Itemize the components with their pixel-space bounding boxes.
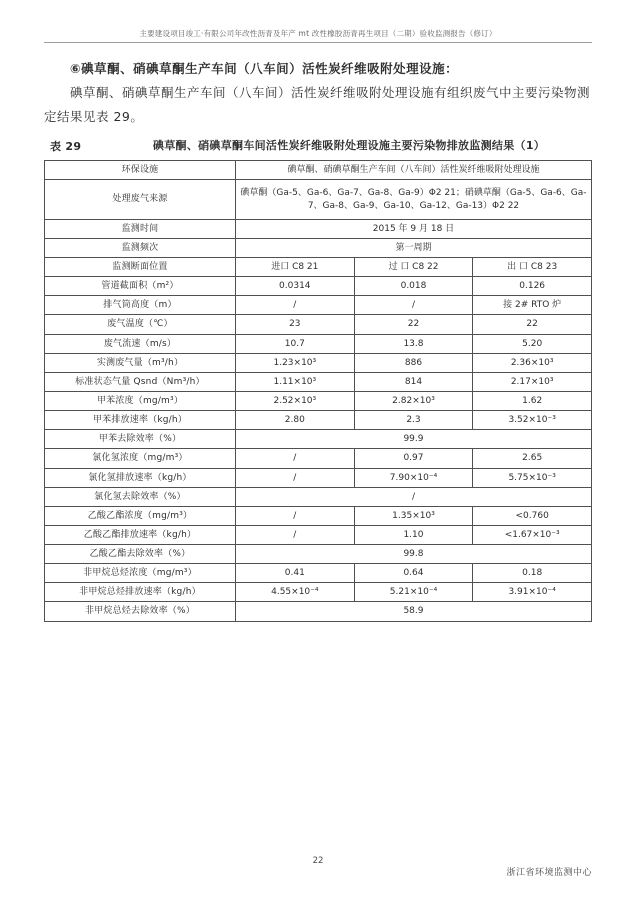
row-label: 氯化氢排放速率（kg/h） <box>45 468 236 487</box>
row-label: 甲苯去除效率（%） <box>45 430 236 449</box>
row-label: 监测时间 <box>45 219 236 238</box>
row-value: 99.8 <box>235 545 591 564</box>
table-row <box>45 257 592 276</box>
row-value: 0.126 <box>473 277 592 296</box>
row-label: 非甲烷总烃排放速率（kg/h） <box>45 583 236 602</box>
row-value: 13.8 <box>354 334 473 353</box>
row-value: 886 <box>354 353 473 372</box>
row-value: 第一周期 <box>235 238 591 257</box>
table-row <box>45 277 592 296</box>
table-row <box>45 372 592 391</box>
running-header: 主要建设项目竣工·有限公司年改性沥青及年产 mt 改性橡胶沥青再生项目（二期）验收监测报告（修订） <box>44 28 592 43</box>
row-value: 0.41 <box>235 564 354 583</box>
row-value: 接 2# RTO 炉 <box>473 296 592 315</box>
row-value: 22 <box>354 315 473 334</box>
row-value: 23 <box>235 315 354 334</box>
row-label: 甲苯浓度（mg/m³） <box>45 391 236 410</box>
table-row <box>45 315 592 334</box>
row-value: 99.9 <box>235 430 591 449</box>
row-label: 标准状态气量 Qsnd（Nm³/h） <box>45 372 236 391</box>
row-value: / <box>354 296 473 315</box>
row-label: 环保设施 <box>45 161 236 180</box>
row-value: 2.52×10³ <box>235 391 354 410</box>
table-row <box>45 564 592 583</box>
row-value: 2.82×10³ <box>354 391 473 410</box>
row-value: 58.9 <box>235 602 591 621</box>
row-value: 3.91×10⁻⁴ <box>473 583 592 602</box>
table-row <box>45 180 592 219</box>
row-value: / <box>235 525 354 544</box>
row-value: 10.7 <box>235 334 354 353</box>
table-row <box>45 219 592 238</box>
row-value: 4.55×10⁻⁴ <box>235 583 354 602</box>
row-value: 进口 C8 21 <box>235 257 354 276</box>
row-label: 监测断面位置 <box>45 257 236 276</box>
row-value: / <box>235 296 354 315</box>
row-value: 814 <box>354 372 473 391</box>
row-value: 2.17×10³ <box>473 372 592 391</box>
row-value: 2.80 <box>235 411 354 430</box>
row-value: 1.23×10³ <box>235 353 354 372</box>
row-label: 乙酸乙酯浓度（mg/m³） <box>45 506 236 525</box>
row-label: 乙酸乙酯排放速率（kg/h） <box>45 525 236 544</box>
row-label: 监测频次 <box>45 238 236 257</box>
row-label: 氯化氢去除效率（%） <box>45 487 236 506</box>
row-value: / <box>235 487 591 506</box>
row-label: 氯化氢浓度（mg/m³） <box>45 449 236 468</box>
row-value: 5.20 <box>473 334 592 353</box>
row-value: / <box>235 468 354 487</box>
table-row <box>45 238 592 257</box>
row-value: 0.18 <box>473 564 592 583</box>
row-value: 0.64 <box>354 564 473 583</box>
table-row <box>45 468 592 487</box>
table-title: 碘草酮、硝碘草酮车间活性炭纤维吸附处理设施主要污染物排放监测结果（1） <box>152 139 546 153</box>
row-value: 5.75×10⁻³ <box>473 468 592 487</box>
row-value: 3.52×10⁻³ <box>473 411 592 430</box>
row-value: 1.10 <box>354 525 473 544</box>
row-label: 甲苯排放速率（kg/h） <box>45 411 236 430</box>
row-value: 0.018 <box>354 277 473 296</box>
section-heading: ⑥碘草酮、硝碘草酮生产车间（八车间）活性炭纤维吸附处理设施： <box>70 61 459 76</box>
row-value: 碘草酮（Ga-5、Ga-6、Ga-7、Ga-8、Ga-9）Φ2 21；硝碘草酮（Ga-5、Ga-6、Ga-7、Ga-8、Ga-9、Ga-10、Ga-12、Ga-13）Φ2 22 <box>235 180 591 219</box>
table-row <box>45 525 592 544</box>
table-row <box>45 506 592 525</box>
table-row <box>45 353 592 372</box>
row-value: 0.97 <box>354 449 473 468</box>
table-caption <box>44 138 592 154</box>
table-row <box>45 487 592 506</box>
row-value: 5.21×10⁻⁴ <box>354 583 473 602</box>
table-row <box>45 391 592 410</box>
row-value: 过 口 C8 22 <box>354 257 473 276</box>
table-body <box>45 161 592 621</box>
table-row <box>45 334 592 353</box>
row-label: 乙酸乙酯去除效率（%） <box>45 545 236 564</box>
table-row <box>45 296 592 315</box>
table-row <box>45 161 592 180</box>
row-value: 出 口 C8 23 <box>473 257 592 276</box>
row-label: 排气筒高度（m） <box>45 296 236 315</box>
row-value: 0.0314 <box>235 277 354 296</box>
row-value: / <box>235 449 354 468</box>
row-value: 2.3 <box>354 411 473 430</box>
footer-organization: 浙江省环境监测中心 <box>506 868 592 878</box>
page-number: 22 <box>312 856 324 866</box>
row-label: 管道截面积（m²） <box>45 277 236 296</box>
row-label: 废气温度（℃） <box>45 315 236 334</box>
table-row <box>45 545 592 564</box>
row-label: 非甲烷总烃浓度（mg/m³） <box>45 564 236 583</box>
monitoring-results-table <box>44 160 592 621</box>
table-row <box>45 430 592 449</box>
row-label: 非甲烷总烃去除效率（%） <box>45 602 236 621</box>
table-number: 表 29 <box>50 140 82 154</box>
row-value: 1.62 <box>473 391 592 410</box>
row-value: 1.35×10³ <box>354 506 473 525</box>
table-row <box>45 583 592 602</box>
section-paragraph: 碘草酮、硝碘草酮生产车间（八车间）活性炭纤维吸附处理设施有组织废气中主要污染物测定结果见表 29。 <box>44 84 591 124</box>
row-value: 2015 年 9 月 18 日 <box>235 219 591 238</box>
row-value: <0.760 <box>473 506 592 525</box>
row-label: 处理废气来源 <box>45 180 236 219</box>
row-value: 1.11×10³ <box>235 372 354 391</box>
row-label: 实测废气量（m³/h） <box>45 353 236 372</box>
row-value: 碘草酮、硝碘草酮生产车间（八车间）活性炭纤维吸附处理设施 <box>235 161 591 180</box>
row-label: 废气流速（m/s） <box>45 334 236 353</box>
row-value: / <box>235 506 354 525</box>
table-row <box>45 411 592 430</box>
row-value: 2.36×10³ <box>473 353 592 372</box>
page-footer <box>44 865 592 878</box>
row-value: 2.65 <box>473 449 592 468</box>
table-row <box>45 602 592 621</box>
table-row <box>45 449 592 468</box>
row-value: 22 <box>473 315 592 334</box>
row-value: 7.90×10⁻⁴ <box>354 468 473 487</box>
row-value: <1.67×10⁻³ <box>473 525 592 544</box>
